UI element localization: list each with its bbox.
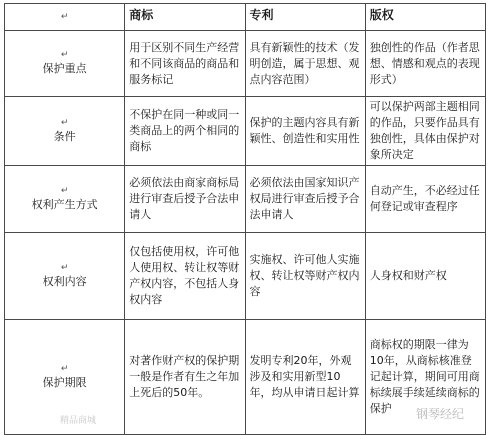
row-header-right-generation <box>5 166 125 233</box>
paragraph-mark: ↵ <box>60 262 69 273</box>
cell-text: 必须依法由国家知识产权局进行审查后授予合法申请人 <box>249 176 360 221</box>
table-cell <box>365 97 485 166</box>
table-cell <box>365 166 485 233</box>
paragraph-mark: ↵ <box>60 50 69 60</box>
column-header-patent: 专利 <box>245 4 365 31</box>
column-header-copyright: 版权 <box>365 4 485 31</box>
row-label: 保护期限 <box>42 375 87 389</box>
table-cell <box>365 31 485 97</box>
watermark: 钢琴经纪 <box>415 407 464 421</box>
table-header-row <box>5 4 486 31</box>
row-header-conditions <box>5 97 125 166</box>
table-cell <box>125 97 245 166</box>
cell-text: 人身权和财产权 <box>369 269 447 282</box>
cell-text: 独创性的作品（作者思想、情感和观点的表现形式） <box>369 40 480 86</box>
table-cell <box>125 320 245 435</box>
cell-text: 必须依法由商家商标局进行审查后授予合法申请人 <box>129 176 240 221</box>
table-cell <box>125 233 245 320</box>
table-cell <box>245 166 365 233</box>
table-row <box>5 166 486 233</box>
row-header-protection-focus <box>5 31 125 97</box>
cell-text: 具有新颖性的技术（发明创造，属于思想、观点内容范围） <box>249 40 360 86</box>
cell-text: 自动产生，不必经过任何登记或审查程序 <box>369 184 480 213</box>
cell-text: 发明专利20年，外观涉及和实用新型10年，均从申请日起计算 <box>249 354 360 399</box>
table-row <box>5 31 486 97</box>
row-header-right-content <box>5 233 125 320</box>
cell-text: 可以保护两部主题相同的作品，只要作品具有独创性，具体由保护对象所决定 <box>369 100 480 161</box>
table-row <box>5 97 486 166</box>
column-header-trademark: 商标 <box>125 4 245 31</box>
row-label: 条件 <box>53 129 76 143</box>
table-cell <box>245 233 365 320</box>
table-cell <box>245 31 365 97</box>
table-cell <box>125 31 245 97</box>
cell-text: 商标权的期限一律为10年，从商标核准登记起计算，期间可用商标续展手续延续商标的保护 <box>369 338 480 415</box>
table-cell <box>365 233 485 320</box>
watermark-secondary: 精品商城 <box>60 416 97 426</box>
cell-text: 不保护在同一种或同一类商品上的两个相同的商标 <box>129 108 240 153</box>
paragraph-mark: ↵ <box>60 363 69 374</box>
row-label: 权利内容 <box>42 274 87 288</box>
row-label: 权利产生方式 <box>31 197 98 211</box>
cell-text: 实施权、许可他人实施权、转让权等财产权内容 <box>249 253 360 298</box>
cell-text: 用于区别不同生产经营和不同该商品的商品和服务标记 <box>129 40 240 86</box>
comparison-table-document <box>4 3 486 429</box>
paragraph-mark: ↵ <box>60 117 69 128</box>
header-corner-cell <box>5 4 125 31</box>
cell-text: 保护的主题内容具有新颖性、创造性和实用性 <box>249 116 360 145</box>
cell-text: 对著作财产权的保护期一般是作者有生之年加上死后的50年。 <box>129 354 240 399</box>
cell-text: 仅包括使用权，许可他人使用权、转让权等财产权内容，不包括人身权内容 <box>129 245 240 306</box>
row-label: 保护重点 <box>42 62 87 75</box>
table-cell <box>125 166 245 233</box>
ip-comparison-table <box>4 3 486 435</box>
table-row <box>5 233 486 320</box>
table-cell <box>245 320 365 435</box>
paragraph-mark: ↵ <box>60 11 69 22</box>
paragraph-mark: ↵ <box>60 185 69 196</box>
table-cell <box>245 97 365 166</box>
